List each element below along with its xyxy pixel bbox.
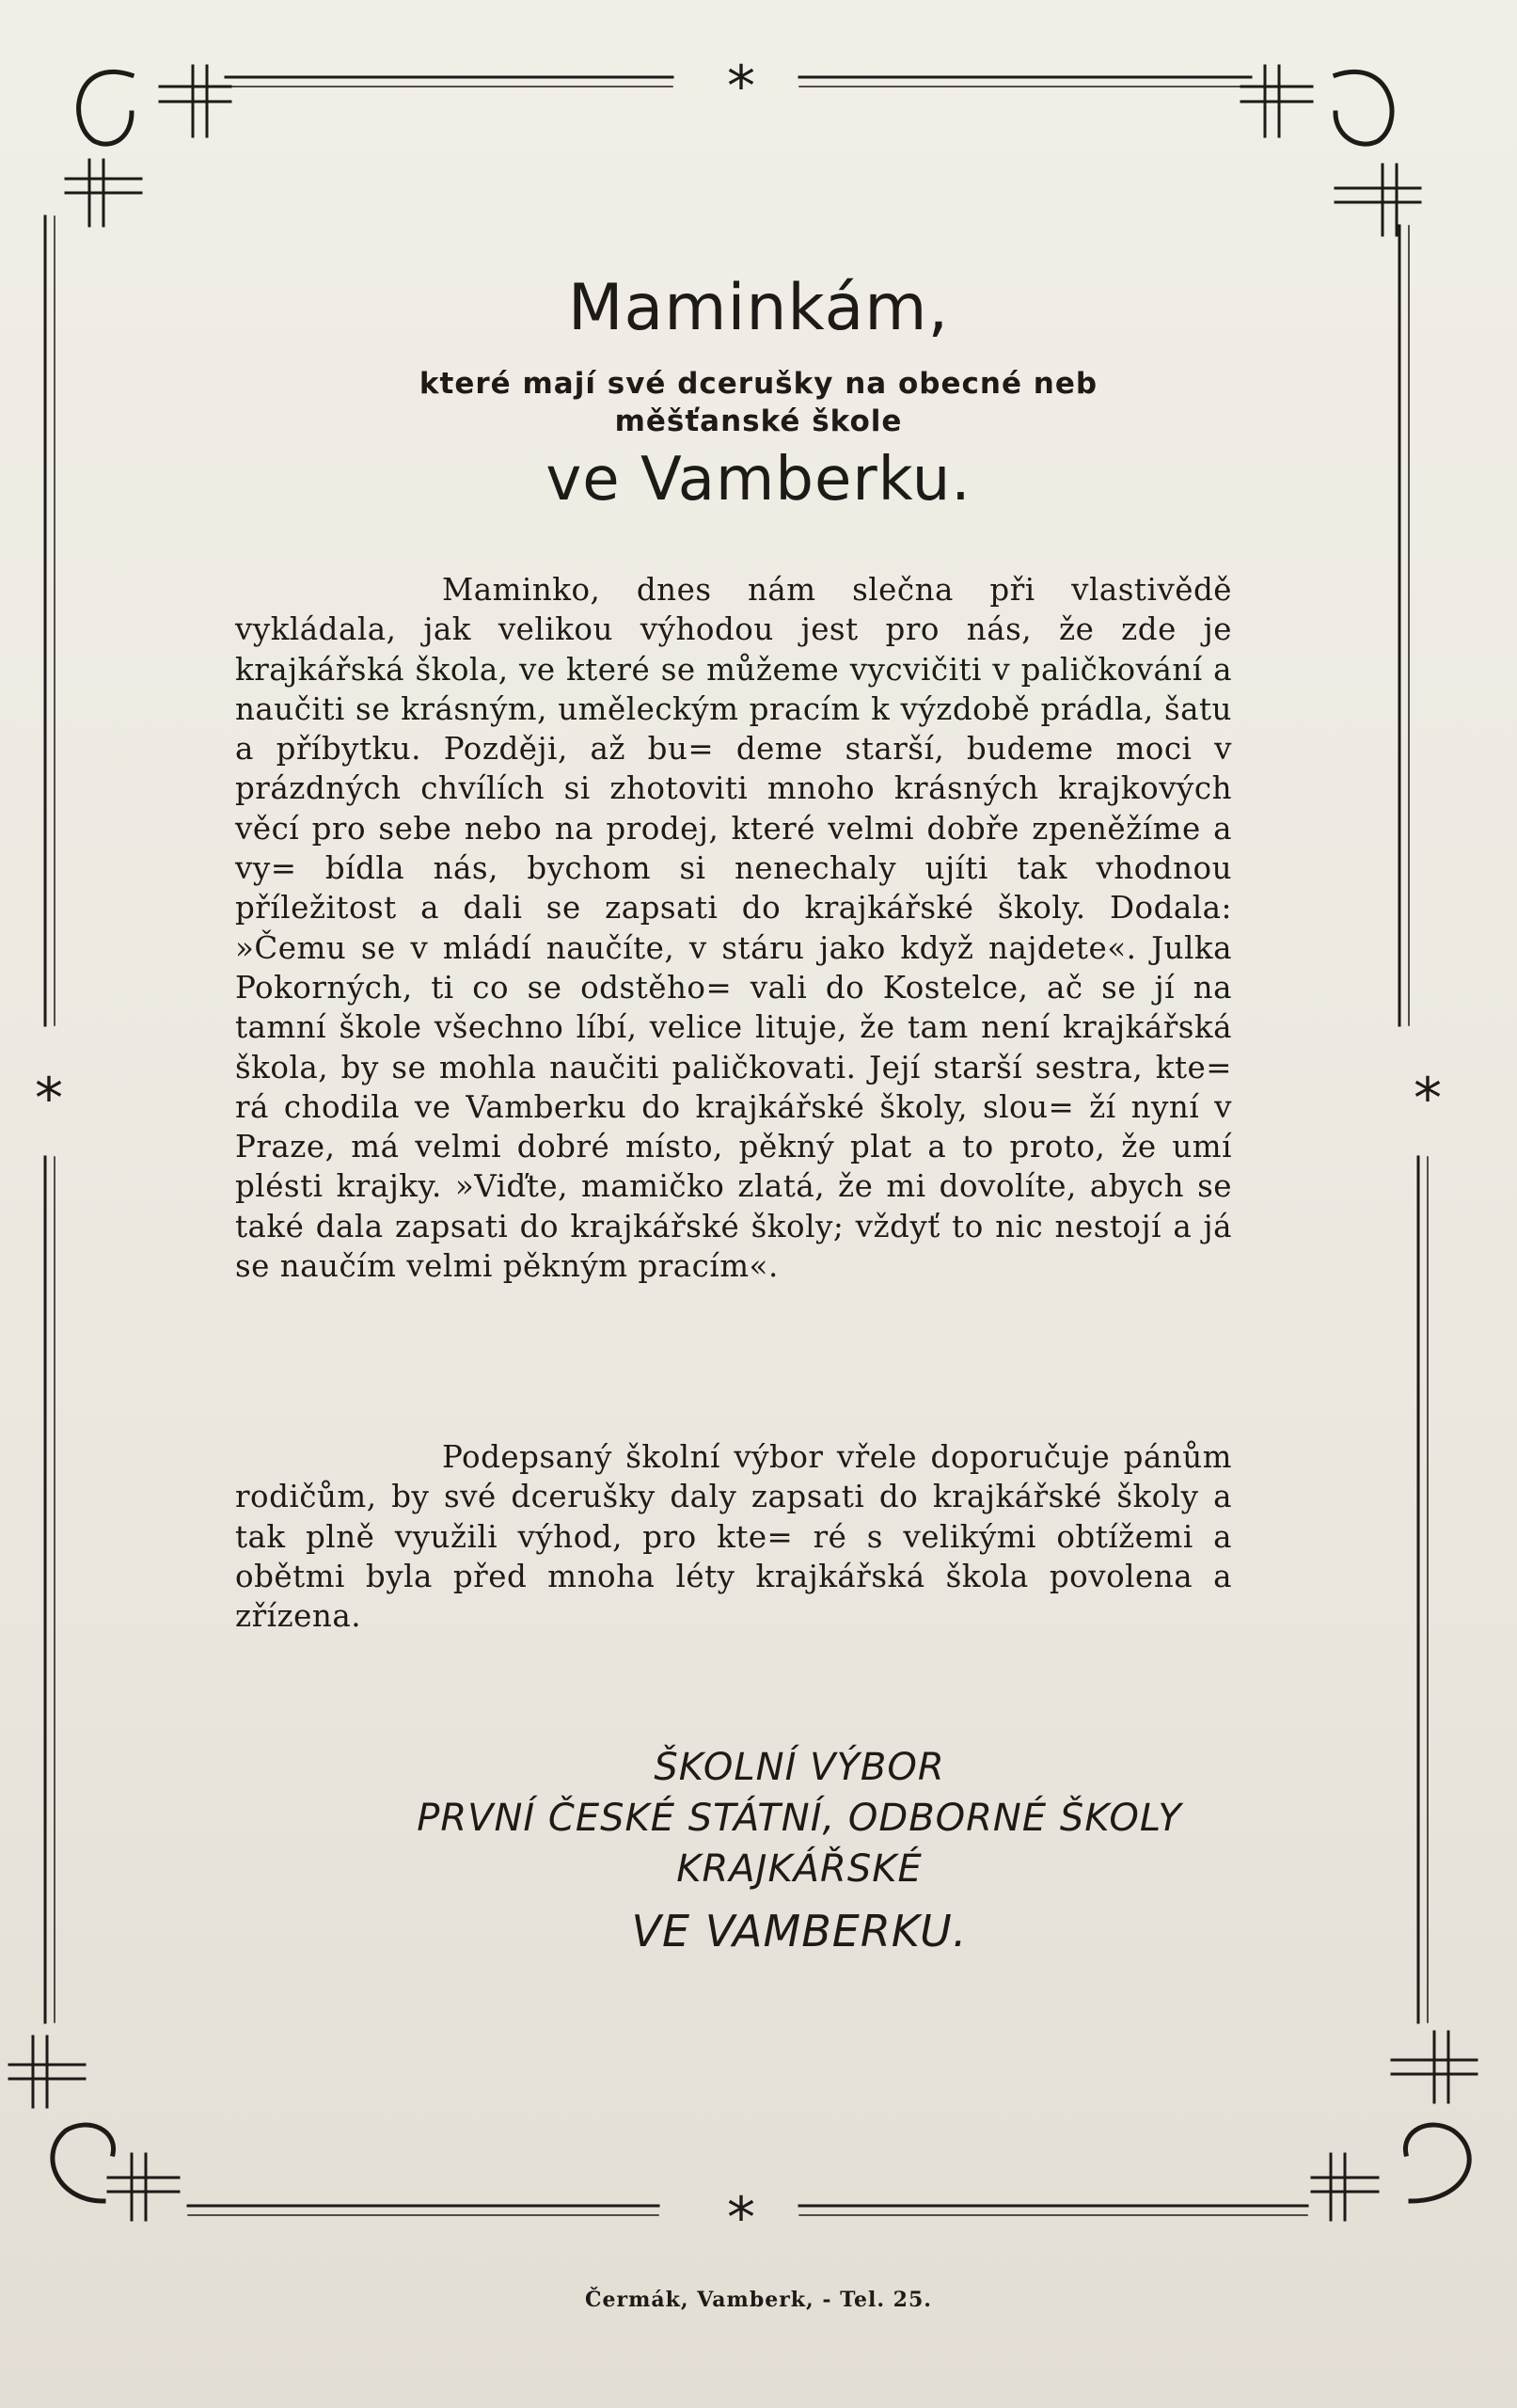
- signature-block: [376, 1742, 1223, 1960]
- subtitle-line-2: měšťanské škole: [614, 404, 903, 438]
- printer-imprint: Čermák, Vamberk, - Tel. 25.: [585, 2288, 932, 2312]
- signature-line-3: KRAJKÁŘSKÉ: [676, 1847, 923, 1891]
- heading-subtitle: [188, 365, 1329, 440]
- paragraph-1-text: Maminko, dnes nám slečna při vlastivědě vykládala, jak velikou výhodou jest pro nás, že zde je krajkářská škola, ve které se můžeme vycvičiti v paličkování a naučiti se krásným, uměleckým pracím k výzdobě prádla, šatu a příbytku. Později, až bu= deme starší, budeme moci v prázdných chvílích si zhotoviti mnoho krásných krajkových věcí pro sebe nebo na prodej, které velmi dobře zpeněžíme a vy= bídla nás, bychom si nenechaly ujíti tak vhodnou příležitost a dali se zapsati do krajkářské školy. Dodala: »Čemu se v mládí naučíte, v stáru jako když najdete«. Julka Pokorných, ti co se odstěho= vali do Kostelce, ač se jí na tamní škole všechno líbí, velice lituje, že tam není krajkářská škola, by se mohla naučiti paličkovati. Její starší sestra, kte= rá chodila ve Vamberku do krajkářské školy, slou= ží nyní v Praze, má velmi dobré místo, pěkný plat a to proto, že umí plésti krajky. »Viďte, mamičko zlatá, že mi dovolíte, abych se také dala zapsati do krajkářské školy; vždyť to nic nestojí a já se naučím velmi pěkným pracím«.: [235, 572, 1232, 1285]
- body-paragraph-1: [235, 570, 1232, 1286]
- signature-line-1: ŠKOLNÍ VÝBOR: [654, 1746, 945, 1789]
- star-ornament-right: *: [1414, 1066, 1442, 1132]
- star-ornament-top: *: [727, 54, 755, 119]
- subtitle-line-1: které mají své dcerušky na obecné neb: [419, 367, 1098, 401]
- heading-place: ve Vamberku.: [545, 445, 972, 515]
- star-ornament-left: *: [35, 1066, 63, 1132]
- signature-line-2: PRVNÍ ČESKÉ STÁTNÍ, ODBORNÉ ŠKOLY: [417, 1797, 1182, 1840]
- star-ornament-bottom: *: [727, 2185, 755, 2251]
- paragraph-2-text: Podepsaný školní výbor vřele doporučuje pánům rodičům, by své dcerušky daly zapsati do krajkářské školy a tak plně využili výhod, pro kte= ré s velikými obtížemi a obětmi byla před mnoha léty krajkářská škola povolena a zřízena.: [235, 1439, 1232, 1635]
- body-paragraph-2: [235, 1437, 1232, 1636]
- signature-line-4: VE VAMBERKU.: [631, 1906, 968, 1956]
- heading-title: Maminkám,: [567, 271, 950, 345]
